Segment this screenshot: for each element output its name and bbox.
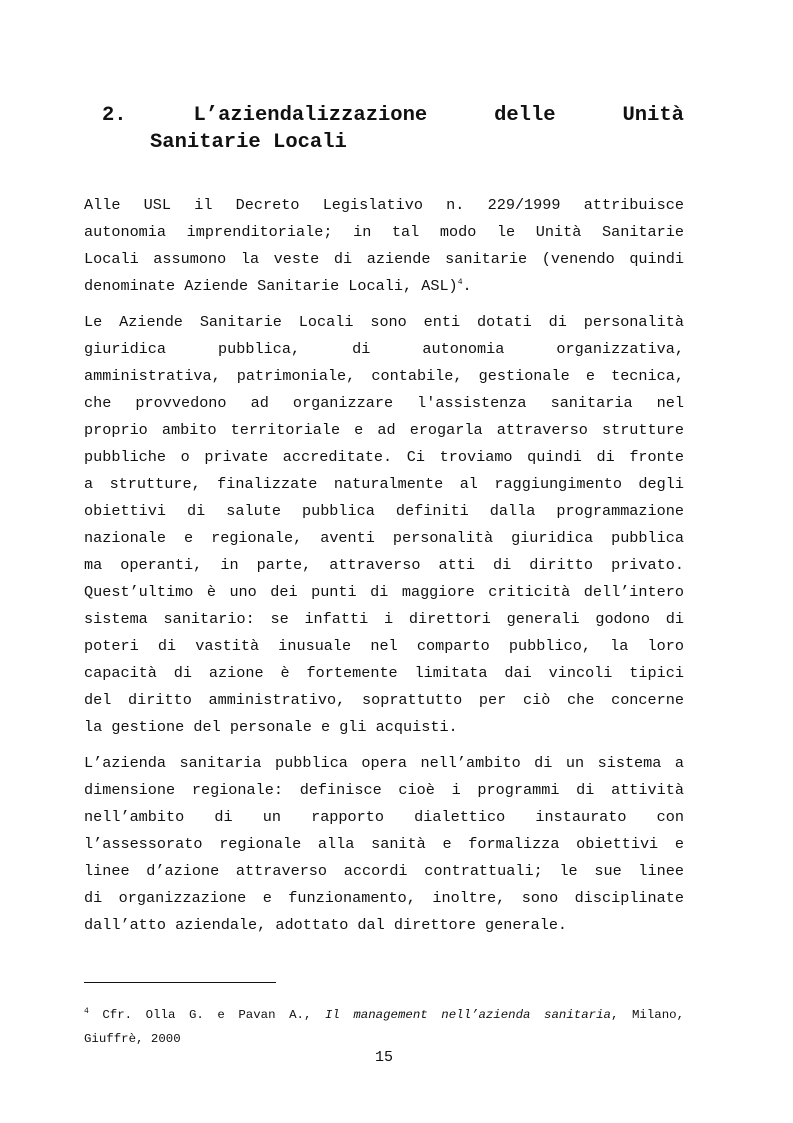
text-line: nell’ambito di un rapporto dialettico instaurato con <box>84 808 684 826</box>
body-text <box>84 192 684 939</box>
text-line: amministrativa, patrimoniale, contabile, gestionale e tecnica, <box>84 367 684 385</box>
text-line: giuridica pubblica, di autonomia organizzativa, <box>84 340 684 358</box>
text-line: del diritto amministrativo, soprattutto per ciò che concerne <box>84 691 684 709</box>
footnote-book-title: Il management nell’azienda sanitaria <box>324 1008 611 1022</box>
section-heading <box>102 102 684 156</box>
text-line: pubbliche o private accreditate. Ci troviamo quindi di fronte <box>84 448 684 466</box>
paragraph-2 <box>84 309 684 741</box>
page-number: 15 <box>374 1049 393 1066</box>
section-number: 2. <box>102 104 127 127</box>
text-line: che provvedono ad organizzare l'assistenza sanitaria nel <box>84 394 684 412</box>
heading-word-1: L’aziendalizzazione <box>193 104 428 127</box>
footnote-line-2: Giuffrè, 2000 <box>84 1032 181 1046</box>
text-line: ma operanti, in parte, attraverso atti di diritto privato. <box>84 556 684 574</box>
footnote-suffix: , Milano, <box>610 1008 685 1022</box>
text-line: la gestione del personale e gli acquisti. <box>84 718 458 736</box>
text-line: l’assessorato regionale alla sanità e formalizza obiettivi e <box>84 835 684 853</box>
text-line: obiettivi di salute pubblica definiti dalla programmazione <box>84 502 684 520</box>
footnote <box>84 1003 684 1051</box>
text-line: proprio ambito territoriale e ad erogarla attraverso strutture <box>84 421 684 439</box>
text-line: Locali assumono la veste di aziende sanitarie (venendo quindi <box>84 250 684 268</box>
text-line: capacità di azione è fortemente limitata dai vincoli tipici <box>84 664 684 682</box>
text-line: dimensione regionale: definisce cioè i programmi di attività <box>84 781 684 799</box>
text-line: L’azienda sanitaria pubblica opera nell’ambito di un sistema a <box>84 754 684 772</box>
text-line-tail: . <box>462 277 472 295</box>
section-heading-line-2: Sanitarie Locali <box>150 131 347 154</box>
text-line: dall’atto aziendale, adottato dal direttore generale. <box>84 916 568 934</box>
footnote-line-1 <box>84 1003 684 1027</box>
text-line <box>84 273 684 300</box>
text-line: nazionale e regionale, aventi personalità giuridica pubblica <box>84 529 684 547</box>
section-heading-line-1 <box>102 102 684 129</box>
heading-word-3: Unità <box>622 104 684 127</box>
heading-word-2: delle <box>494 104 556 127</box>
paragraph-3 <box>84 750 684 939</box>
footnote-separator <box>84 982 276 983</box>
text-line: a strutture, finalizzate naturalmente al raggiungimento degli <box>84 475 684 493</box>
footnote-mark: 4 <box>84 1007 89 1016</box>
text-line: autonomia imprenditoriale; in tal modo le Unità Sanitarie <box>84 223 684 241</box>
paragraph-1 <box>84 192 684 300</box>
text-line: poteri di vastità inusuale nel comparto pubblico, la loro <box>84 637 684 655</box>
text-line: sistema sanitario: se infatti i direttori generali godono di <box>84 610 684 628</box>
text-line: Le Aziende Sanitarie Locali sono enti dotati di personalità <box>84 313 684 331</box>
text-line: Quest’ultimo è uno dei punti di maggiore criticità dell’intero <box>84 583 684 601</box>
text-line: linee d’azione attraverso accordi contrattuali; le sue linee <box>84 862 684 880</box>
text-line-content: denominate Aziende Sanitarie Locali, ASL) <box>84 277 458 295</box>
text-line: di organizzazione e funzionamento, inoltre, sono disciplinate <box>84 889 684 907</box>
footnote-reference[interactable]: 4 <box>457 278 463 287</box>
footnote-prefix: Cfr. Olla G. e Pavan A., <box>88 1008 325 1022</box>
text-line: Alle USL il Decreto Legislativo n. 229/1999 attribuisce <box>84 196 684 214</box>
